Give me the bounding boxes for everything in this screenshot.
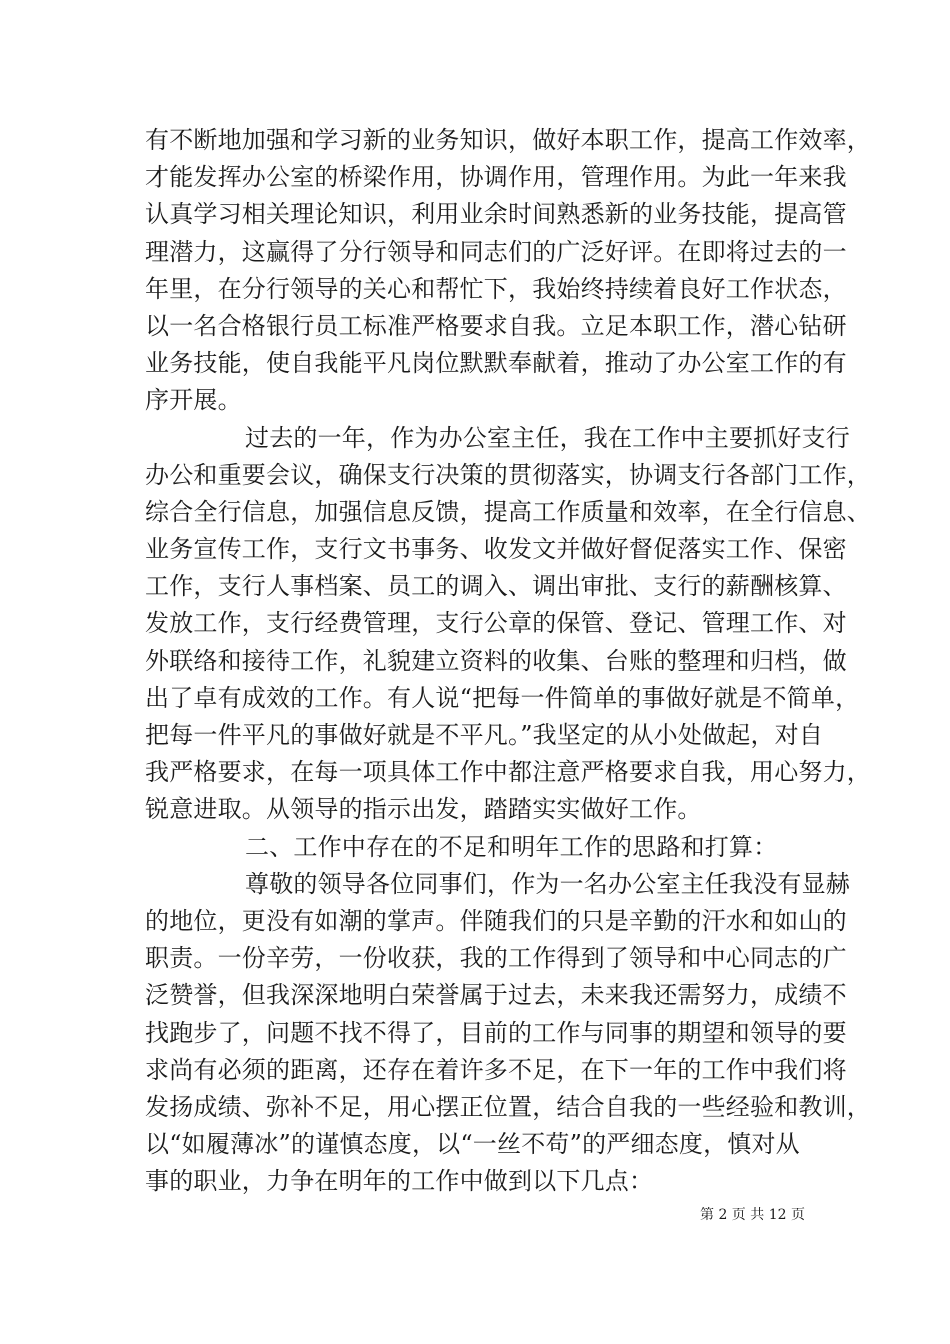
text-line: 理潜力，这赢得了分行领导和同志们的广泛好评。在即将过去的一	[145, 237, 847, 266]
text-line: 认真学习相关理论知识，利用业余时间熟悉新的业务技能，提高管	[145, 200, 847, 229]
text-line: 才能发挥办公室的桥梁作用，协调作用，管理作用。为此一年来我	[145, 163, 847, 192]
text-line: 发扬成绩、弥补不足，用心摆正位置，结合自我的一些经验和教训，	[145, 1092, 871, 1121]
text-line: 办公和重要会议，确保支行决策的贯彻落实，协调支行各部门工作，	[145, 460, 871, 489]
text-line: 业务宣传工作，支行文书事务、收发文并做好督促落实工作、保密	[145, 535, 847, 564]
paragraph-start-line: 过去的一年，作为办公室主任，我在工作中主要抓好支行	[245, 423, 850, 452]
text-line: 业务技能，使自我能平凡岗位默默奉献着，推动了办公室工作的有	[145, 349, 847, 378]
text-line: 职责。一份辛劳，一份收获，我的工作得到了领导和中心同志的广	[145, 944, 847, 973]
text-line: 求尚有必须的距离，还存在着许多不足，在下一年的工作中我们将	[145, 1055, 847, 1084]
text-line: 把每一件平凡的事做好就是不平凡。”我坚定的从小处做起，对自	[145, 721, 824, 749]
text-line: 锐意进取。从领导的指示出发，踏踏实实做好工作。	[145, 795, 702, 824]
text-line: 以一名合格银行员工标准严格要求自我。立足本职工作，潜心钻研	[145, 311, 847, 340]
text-line: 年里，在分行领导的关心和帮忙下，我始终持续着良好工作状态，	[145, 274, 847, 303]
text-line: 事的职业，力争在明年的工作中做到以下几点：	[145, 1167, 654, 1196]
text-line: 出了卓有成效的工作。有人说“把每一件简单的事做好就是不简单，	[145, 683, 860, 712]
section-heading: 二、工作中存在的不足和明年工作的思路和打算：	[245, 832, 778, 861]
text-line: 泛赞誉，但我深深地明白荣誉属于过去，未来我还需努力，成绩不	[145, 981, 847, 1010]
text-line: 序开展。	[145, 386, 242, 415]
text-line: 找跑步了，问题不找不得了，目前的工作与同事的期望和领导的要	[145, 1018, 847, 1047]
text-line: 外联络和接待工作，礼貌建立资料的收集、台账的整理和归档，做	[145, 646, 847, 675]
text-line: 综合全行信息，加强信息反馈，提高工作质量和效率，在全行信息、	[145, 497, 871, 526]
page-number-footer: 第 2 页 共 12 页	[700, 1207, 805, 1223]
text-line: 工作，支行人事档案、员工的调入、调出审批、支行的薪酬核算、	[145, 572, 847, 601]
text-line: 以“如履薄冰”的谨慎态度，以“一丝不苟”的严细态度，慎对从	[145, 1130, 800, 1159]
text-line: 的地位，更没有如潮的掌声。伴随我们的只是辛勤的汗水和如山的	[145, 906, 847, 935]
text-line: 我严格要求，在每一项具体工作中都注意严格要求自我，用心努力，	[145, 758, 871, 787]
text-line: 有不断地加强和学习新的业务知识，做好本职工作，提高工作效率，	[145, 126, 871, 154]
text-line: 发放工作，支行经费管理，支行公章的保管、登记、管理工作、对	[145, 609, 847, 638]
paragraph-start-line: 尊敬的领导各位同事们，作为一名办公室主任我没有显赫	[245, 869, 850, 898]
document-body	[145, 122, 871, 1200]
